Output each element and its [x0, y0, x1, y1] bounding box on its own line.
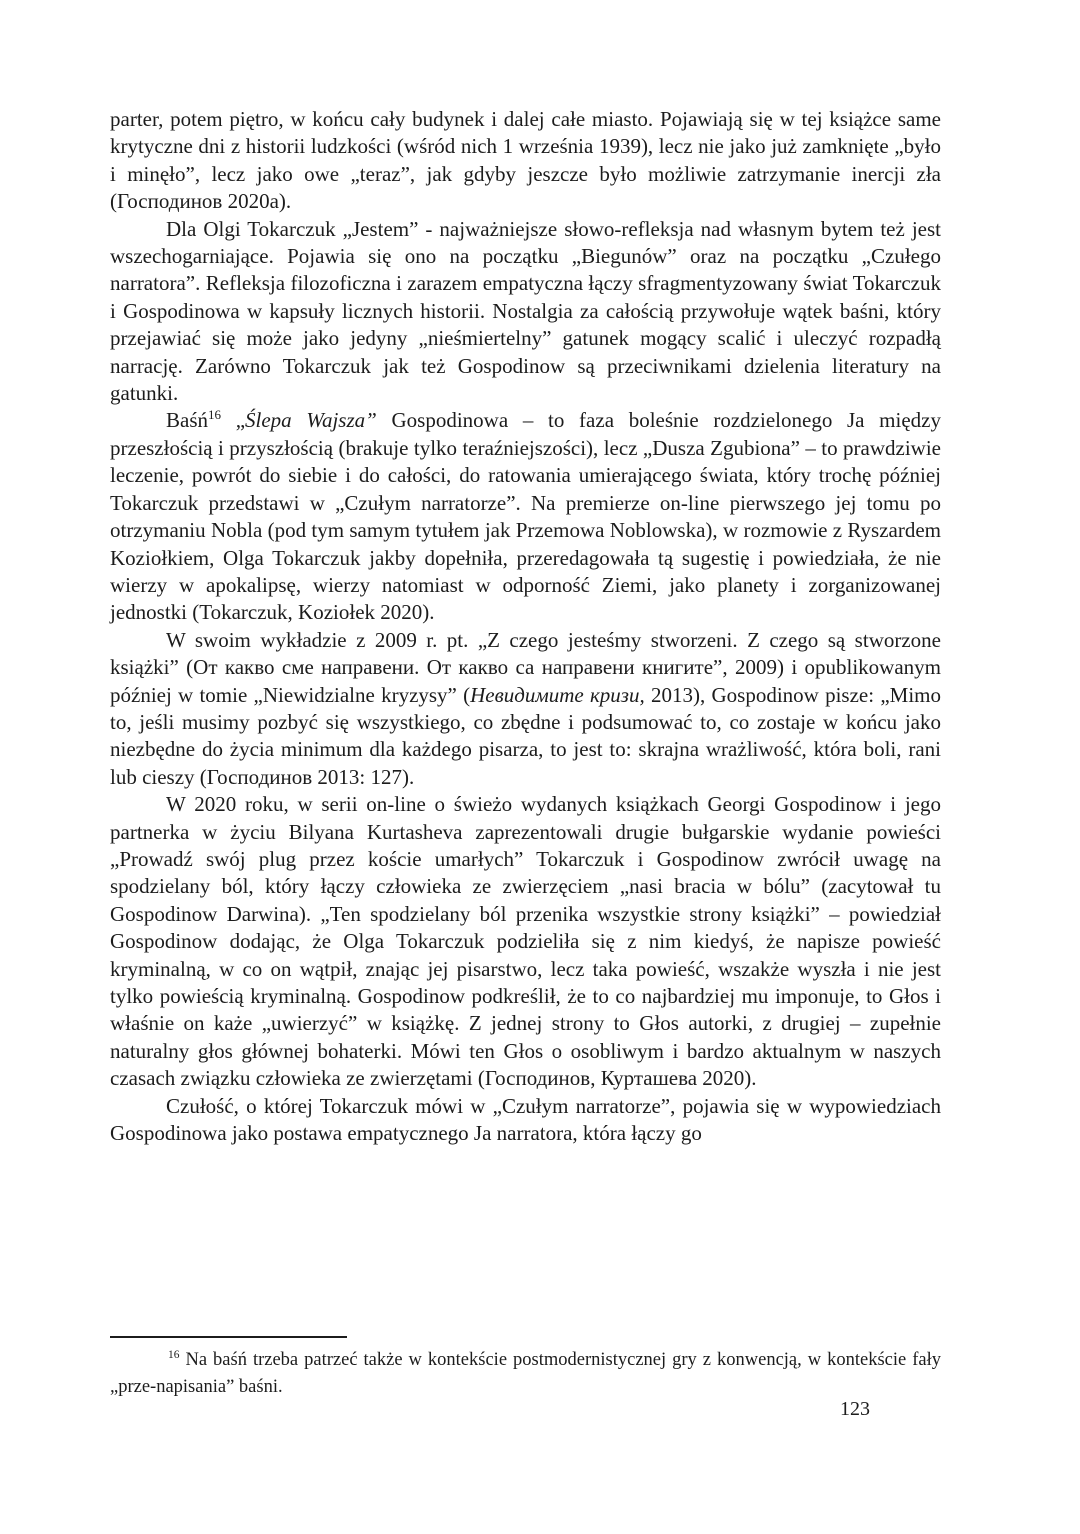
text-run: Baśń	[166, 408, 208, 433]
text-run: Czułość, o której Tokarczuk mówi w „Czułym narratorze”, pojawia się w wypowiedziach Gospodinowa jako postawa empatycznego Ja narratora, która łączy go	[110, 1093, 941, 1146]
text-run: Gospodinowa – to faza boleśnie rozdzielonego Ja między przeszłością i przyszłością (brakuje tylko teraźniejszości), lecz „Dusza Zgubiona” – to prawdziwie leczenie, powrót do siebie i do całości, do ratowania umierającego świata, który trochę później Tokarczuk przedstawi w „Czułym narratorze”. Na premierze on-line pierwszego jej tomu po otrzymaniu Nobla (pod tym samym tytułem jak Przemowa Noblowska), w rozmowie z Ryszardem Koziołkiem, Olga Tokarczuk jakby dopełniła, przeredagowała tą sugestię i powiedziała, że nie wierzy w apokalipsę, wierzy natomiast w odporność Ziemi, jako planety i zorganizowanej jednostki (Tokarczuk, Koziołek 2020).	[110, 408, 941, 625]
footnote-marker: 16	[208, 407, 222, 423]
text-run: „	[221, 408, 246, 433]
text-run: Dla Olgi Tokarczuk „Jestem” - najważniejsze słowo-refleksja nad własnym bytem też jest wszechogarniające. Pojawia się ono na początku „Biegunów” oraz na początku „Czułego narratora”. Refleksja filozoficzna i zarazem empatyczna łączy sfragmentyzowany świat Tokarczuk i Gospodinowa w kapsuły licznych historii. Nostalgia za całością przywołuje wątek baśni, który przejawiać się może jako jedyny „nieśmiertelny” gatunek mogący scalić i uleczyć rozpadłą narrację. Zarówno Tokarczuk jak też Gospodinow są przeciwnikami dzielenia literatury na gatunki.	[110, 216, 941, 406]
text-run: parter, potem piętro, w końcu cały budynek i dalej całe miasto. Pojawiają się w tej książce same krytyczne dni z historii ludzkości (wśród nich 1 września 1939), lecz nie jako już zamknięte „było i minęło”, lecz jako owe „teraz”, jak gdyby jeszcze było możliwie zatrzymanie inercji zła (Господинов 2020a).	[110, 107, 941, 214]
paragraph	[110, 627, 941, 791]
text-run: W 2020 roku, w serii on-line o świeżo wydanych książkach Georgi Gospodinow i jego partnerka w życiu Bilyana Kurtasheva zaprezentowali drugie bułgarskie wydanie powieści „Prowadź swój plug przez koście umarłych” Tokarczuk i Gospodinow zwrócił uwagę na spodzielany ból, który łączy człowieka ze zwierzęciem „nasi bracia w bólu” (zacytował tu Gospodinow Darwina). „Ten spodzielany ból przenika wszystkie strony książki” – powiedział Gospodinow dodając, że Olga Tokarczuk podzieliła się z nim kiedyś, że napisze powieść kryminalną, w co on wątpił, znając jej pisarstwo, lecz taka powieść, wszakże wyszła i nie jest tylko powieścią kryminalną. Gospodinow podkreślił, że to co najbardziej mu imponuje, to Głos i właśnie on każe „uwierzyć” w książkę. Z jednej strony to Głos autorki, z drugiej – zupełnie naturalny głos głównej bohaterki. Mówi ten Głos o osobliwym i bardzo aktualnym w naszych czasach związku człowieka ze zwierzętami (Господинов, Курташева 2020).	[110, 792, 941, 1091]
italic-title: Невидимите кризи,	[470, 682, 645, 707]
text-run: 2013), Gospodinow pisze: „Mimo to, jeśli musimy pozbyć się wszystkiego, co zbędne i podsumować to, co zostaje w końcu jako niezbędne do życia minimum dla każdego pisarza, to jest to: skrajna wrażliwość, która boli, rani lub cieszy (Господинов 2013: 127).	[110, 682, 941, 789]
footnote-separator	[110, 1336, 347, 1338]
paragraph	[110, 106, 941, 216]
footnote	[110, 1347, 941, 1400]
paragraph	[110, 407, 941, 626]
page-number: 123	[840, 1398, 870, 1420]
paragraph	[110, 216, 941, 408]
text-run: Na baśń trzeba patrzeć także w kontekście postmodernistycznej gry z konwencją, w kontekście fały „prze-napisania” baśni.	[110, 1350, 941, 1397]
paragraph	[110, 791, 941, 1092]
footnote-area	[110, 1336, 941, 1400]
footnote-marker: 16	[168, 1348, 180, 1361]
text-run: W swoim wykładzie z 2009 r. pt. „Z czego jesteśmy stworzeni. Z czego są stworzone książki” (От какво сме направени. От какво са направени книгите”, 2009) i opublikowanym później w tomie „Niewidzialne kryzysy” (	[110, 627, 941, 707]
paragraph	[110, 1093, 941, 1148]
italic-title: Ślepa Wajsza”	[245, 408, 377, 433]
text-column	[110, 106, 941, 1147]
